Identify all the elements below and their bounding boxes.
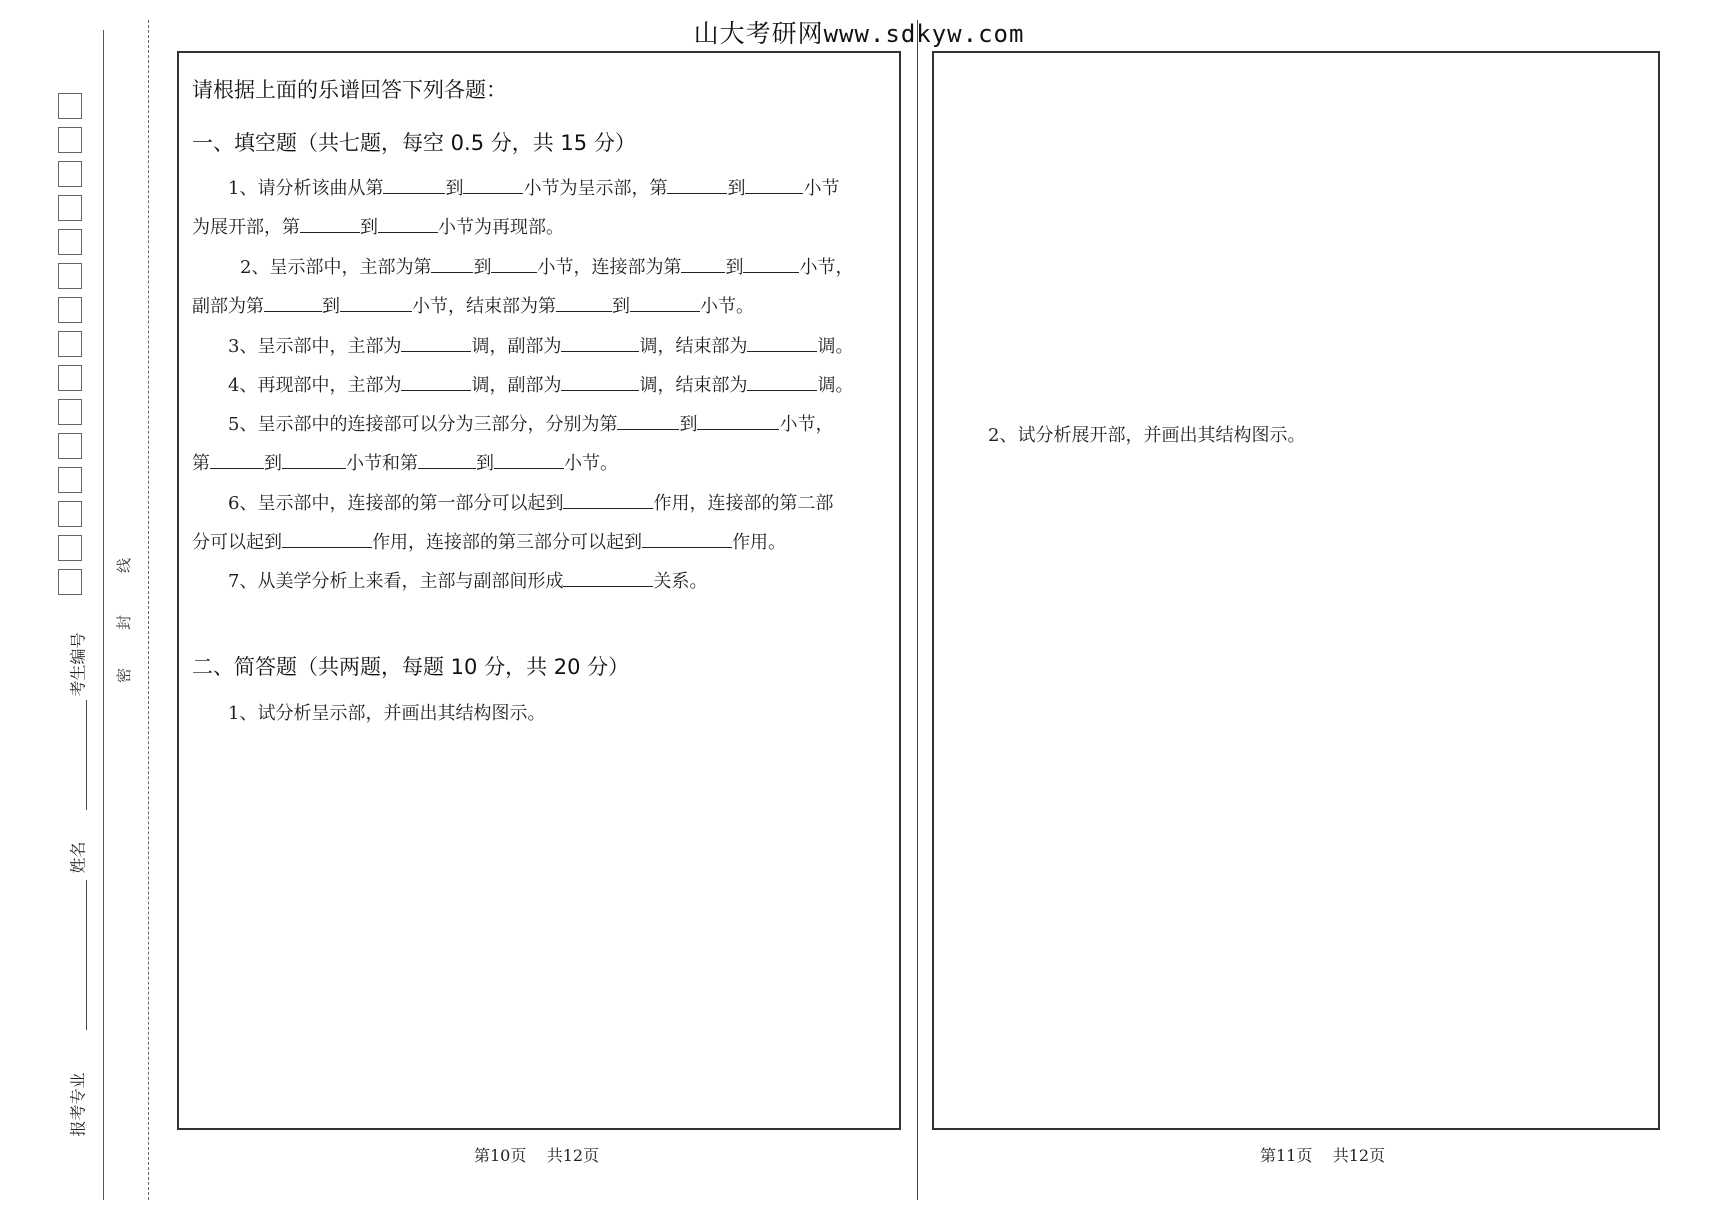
answer-blank[interactable] [561, 333, 639, 352]
exam-number-box[interactable] [58, 297, 82, 323]
q4-text: 调，副部为 [471, 375, 562, 396]
exam-number-box[interactable] [58, 365, 82, 391]
binding-line-outer [103, 30, 104, 1200]
answer-blank[interactable] [745, 175, 803, 194]
exam-number-box[interactable] [58, 161, 82, 187]
answer-blank[interactable] [264, 293, 322, 312]
q2-text: 到 [473, 257, 492, 278]
intro-text: 请根据上面的乐谱回答下列各题： [192, 78, 507, 102]
answer-blank[interactable] [401, 372, 471, 391]
seal-char-secret: 密 [115, 667, 134, 684]
q4-text: 调。 [817, 375, 854, 396]
exam-number-box[interactable] [58, 535, 82, 561]
answer-blank[interactable] [300, 214, 360, 233]
q3-text: 调。 [817, 336, 854, 357]
answer-blank[interactable] [210, 450, 264, 469]
q3-line [192, 332, 928, 358]
exam-number-box[interactable] [58, 501, 82, 527]
q5-text: 到 [679, 414, 698, 435]
answer-blank[interactable] [697, 411, 779, 430]
answer-blank[interactable] [561, 372, 639, 391]
left-page-number: 第10页 [474, 1146, 527, 1165]
q7-text: 关系。 [653, 571, 708, 592]
q6-line1 [192, 489, 928, 515]
watermark-header [0, 14, 1718, 50]
exam-number-box[interactable] [58, 399, 82, 425]
answer-blank[interactable] [418, 450, 476, 469]
q4-text: 调，结束部为 [639, 375, 748, 396]
exam-number-box[interactable] [58, 195, 82, 221]
q2-text: 副部为第 [192, 296, 264, 317]
q5-text: 第 [192, 453, 210, 474]
q1-line2 [192, 213, 892, 239]
q3-text: 调，副部为 [471, 336, 562, 357]
q1-text: 为展开部，第 [192, 217, 300, 238]
exam-number-box[interactable] [58, 263, 82, 289]
q7-text: 7、从美学分析上来看，主部与副部间形成 [228, 571, 564, 592]
right-page-footer [1260, 1143, 1385, 1166]
right-page-number: 第11页 [1260, 1146, 1313, 1165]
q1-text: 小节 [803, 178, 840, 199]
s2q1-text: 1、试分析呈示部，并画出其结构图示。 [228, 703, 546, 724]
answer-blank[interactable] [563, 568, 653, 587]
q1-text: 到 [727, 178, 746, 199]
q1-line1 [192, 174, 928, 200]
answer-blank[interactable] [401, 333, 471, 352]
answer-blank[interactable] [282, 450, 346, 469]
q5-text: 到 [476, 453, 494, 474]
label-major: 报考专业 [68, 1072, 88, 1137]
q6-text: 作用，连接部的第三部分可以起到 [372, 532, 642, 553]
q1-text: 1、请分析该曲从第 [228, 178, 384, 199]
answer-blank[interactable] [340, 293, 412, 312]
exam-number-box[interactable] [58, 569, 82, 595]
exam-number-box[interactable] [58, 229, 82, 255]
exam-number-box[interactable] [58, 127, 82, 153]
answer-blank[interactable] [563, 490, 653, 509]
right-page-frame [932, 51, 1660, 1130]
q1-text: 到 [445, 178, 464, 199]
q3-text: 调，结束部为 [639, 336, 748, 357]
q1-text: 到 [360, 217, 378, 238]
exam-number-box[interactable] [58, 93, 82, 119]
seal-char-line: 线 [115, 557, 134, 574]
q1-text: 小节为再现部。 [438, 217, 564, 238]
answer-blank[interactable] [747, 333, 817, 352]
label-name: 姓名 [68, 841, 88, 874]
answer-blank[interactable] [431, 254, 473, 273]
answer-blank[interactable] [282, 529, 372, 548]
answer-blank[interactable] [667, 175, 727, 194]
q5-line1 [192, 410, 928, 436]
right-page-total: 共12页 [1332, 1146, 1386, 1165]
answer-blank[interactable] [383, 175, 445, 194]
q2-text: 2、呈示部中，主部为第 [240, 257, 432, 278]
q6-line2 [192, 528, 892, 554]
major-write-line[interactable] [86, 880, 87, 1030]
s2q2-text: 2、试分析展开部，并画出其结构图示。 [988, 425, 1306, 446]
q2-line1 [192, 253, 940, 279]
q4-text: 4、再现部中，主部为 [228, 375, 402, 396]
section1-title: 一、填空题（共七题，每空 0.5 分，共 15 分） [192, 131, 636, 155]
label-exam-number: 考生编号 [68, 632, 88, 697]
q4-line [192, 371, 928, 397]
q2-text: 到 [725, 257, 744, 278]
q2-line2 [192, 292, 892, 318]
q5-line2 [192, 449, 892, 475]
answer-blank[interactable] [494, 450, 564, 469]
q6-text: 分可以起到 [192, 532, 282, 553]
q6-text: 作用，连接部的第二部 [653, 493, 834, 514]
answer-blank[interactable] [630, 293, 700, 312]
q5-text: 小节和第 [346, 453, 418, 474]
q2-text: 小节，连接部为第 [537, 257, 682, 278]
binding-line-seal [148, 20, 149, 1200]
answer-blank[interactable] [378, 214, 438, 233]
q3-text: 3、呈示部中，主部为 [228, 336, 402, 357]
left-page-footer [474, 1143, 599, 1166]
q6-text: 作用。 [732, 532, 786, 553]
q2-text: 小节，结束部为第 [412, 296, 556, 317]
answer-blank[interactable] [463, 175, 523, 194]
q5-text: 到 [264, 453, 282, 474]
name-write-line[interactable] [86, 700, 87, 810]
answer-blank[interactable] [743, 254, 799, 273]
q2-text: 小节。 [700, 296, 754, 317]
q2-text: 到 [612, 296, 630, 317]
q5-text: 小节， [779, 414, 834, 435]
exam-number-box[interactable] [58, 331, 82, 357]
exam-number-box[interactable] [58, 467, 82, 493]
answer-blank[interactable] [642, 529, 732, 548]
q5-text: 小节。 [564, 453, 618, 474]
q5-text: 5、呈示部中的连接部可以分为三部分，分别为第 [228, 414, 618, 435]
section2-title: 二、简答题（共两题，每题 10 分，共 20 分） [192, 655, 630, 679]
seal-char-seal: 封 [115, 614, 134, 631]
left-page-total: 共12页 [546, 1146, 600, 1165]
watermark-site: 山大考研网 [693, 19, 824, 48]
answer-blank[interactable] [681, 254, 725, 273]
q1-text: 小节为呈示部，第 [523, 178, 668, 199]
answer-blank[interactable] [617, 411, 679, 430]
answer-blank[interactable] [747, 372, 817, 391]
answer-blank[interactable] [491, 254, 537, 273]
q7-line [192, 567, 928, 593]
q2-text: 小节， [799, 257, 854, 278]
watermark-url: www.sdkyw.com [823, 20, 1025, 48]
q2-text: 到 [322, 296, 340, 317]
q6-text: 6、呈示部中，连接部的第一部分可以起到 [228, 493, 564, 514]
answer-blank[interactable] [556, 293, 612, 312]
exam-number-box[interactable] [58, 433, 82, 459]
